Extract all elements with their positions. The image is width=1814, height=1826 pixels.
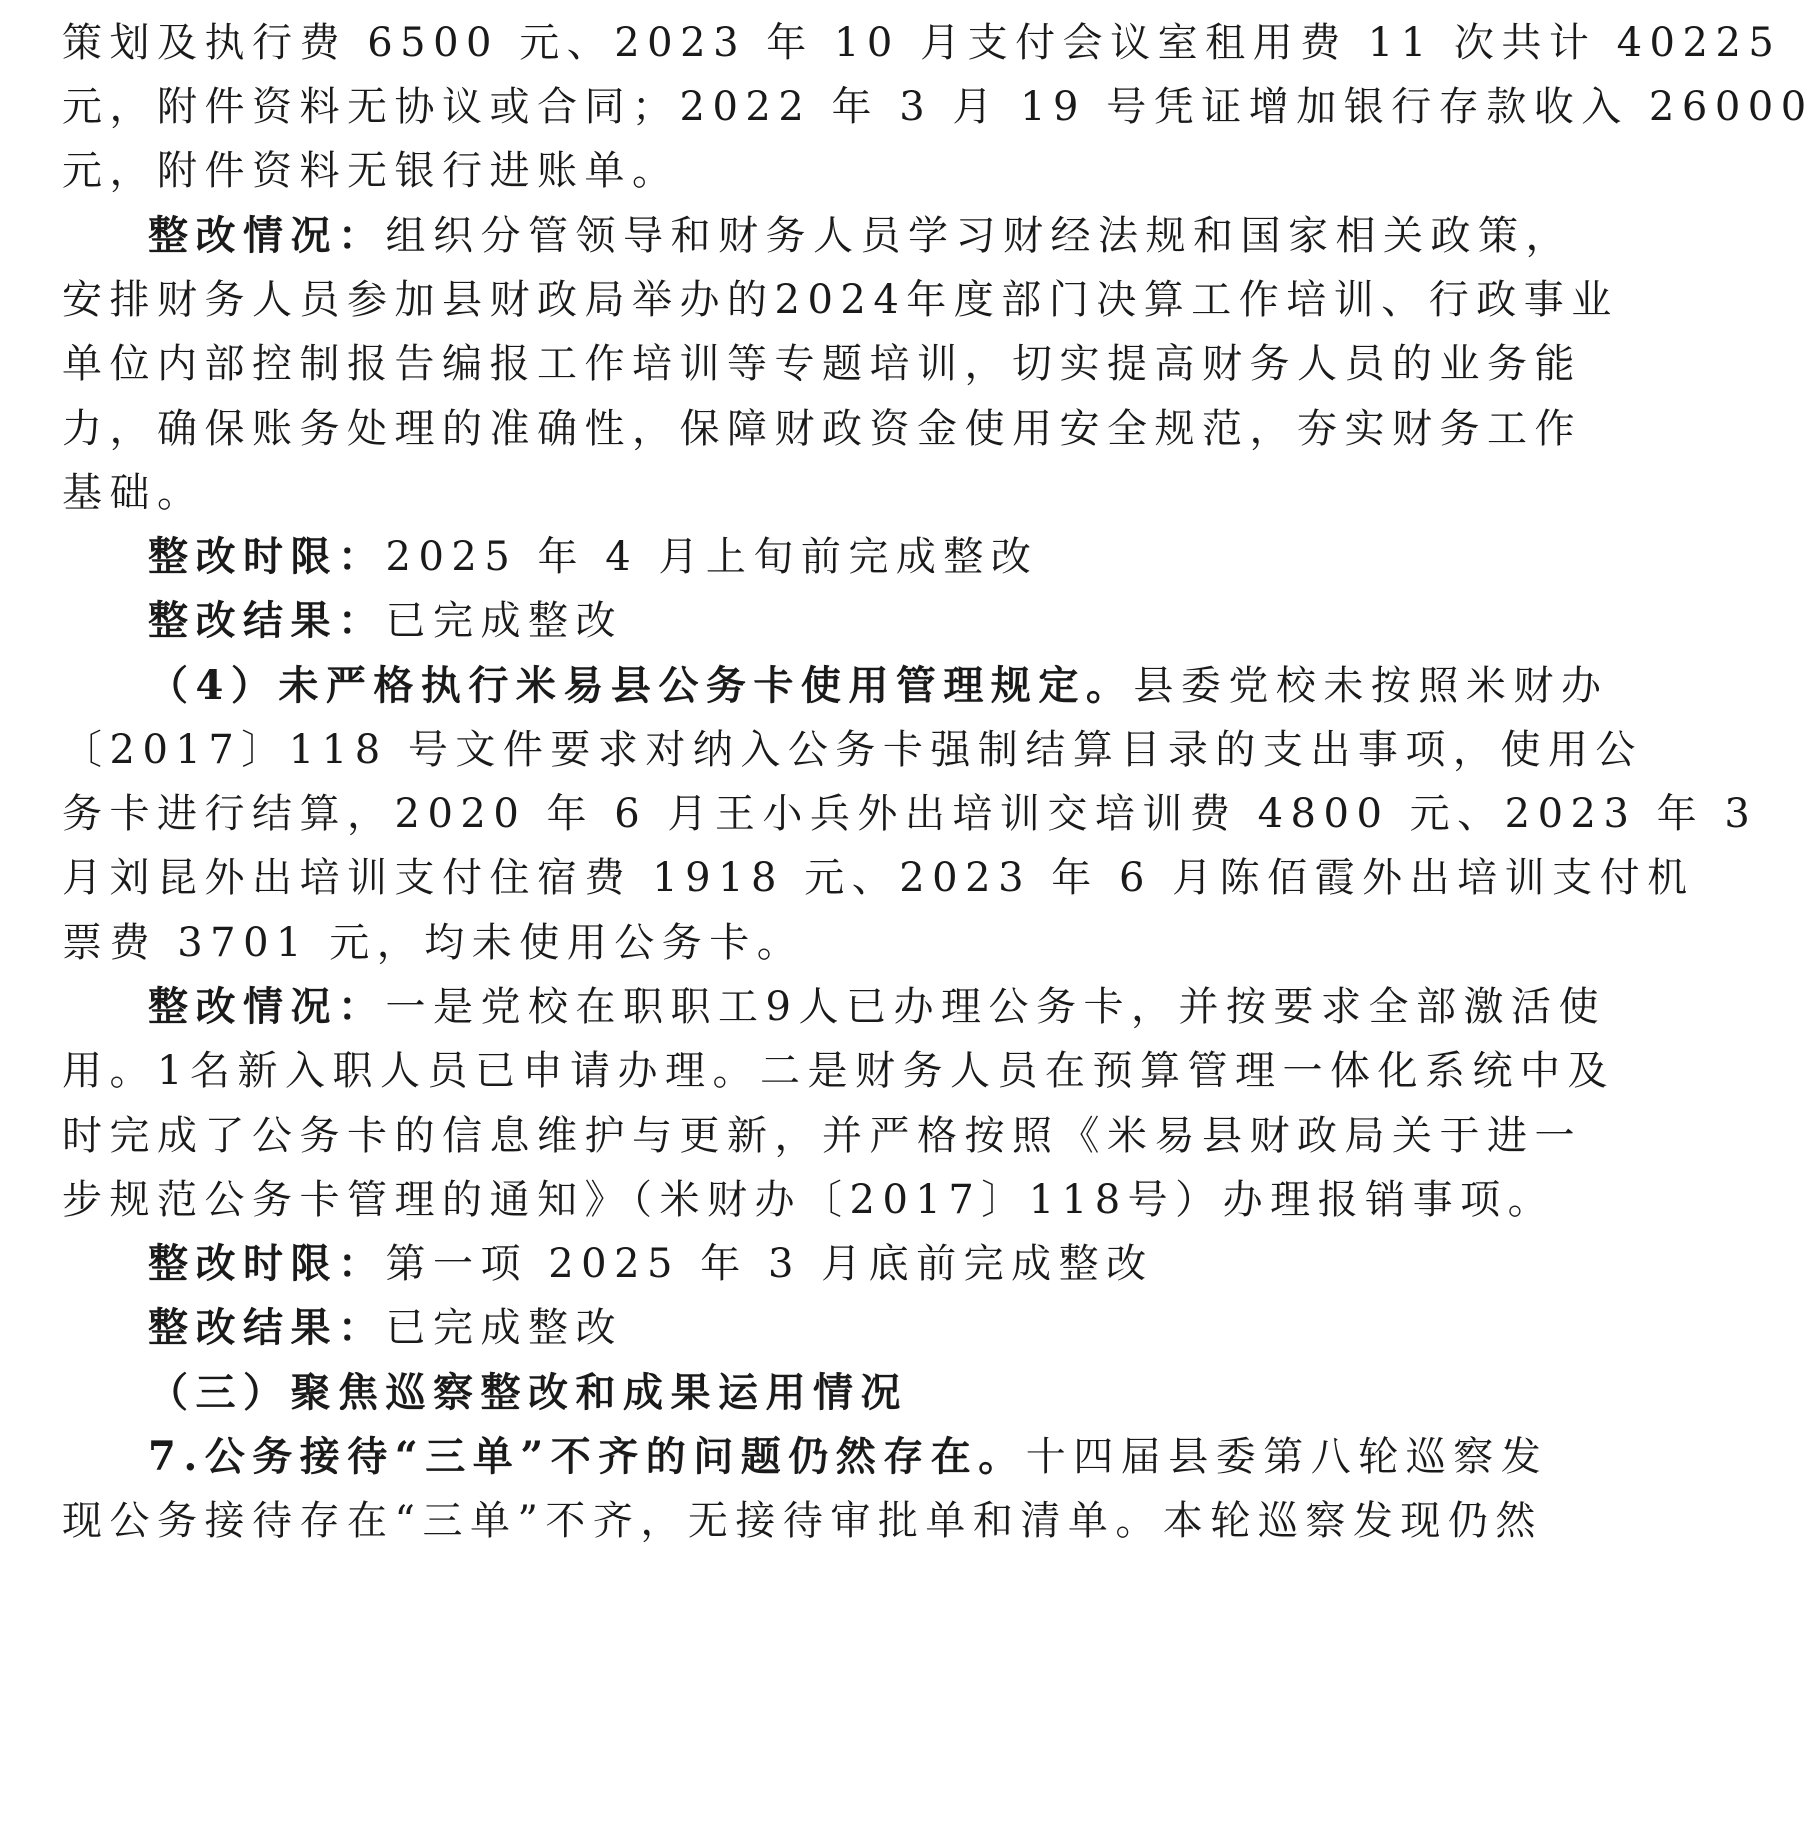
text-line: 策划及执行费 6500 元、2023 年 10 月支付会议室租用费 11 次共计 40225 xyxy=(62,20,1782,66)
result-text: 已完成整改 xyxy=(385,598,623,644)
result-line xyxy=(148,1293,1532,1363)
text-line: 单位内部控制报告编报工作培训等专题培训，切实提高财务人员的业务能 xyxy=(62,341,1582,387)
item-7-paragraph xyxy=(148,1422,1549,1492)
deadline-label: 整改时限： xyxy=(148,1240,386,1287)
text-line: 元，附件资料无银行进账单。 xyxy=(62,148,680,194)
item-4-paragraph xyxy=(148,651,1609,721)
result-label: 整改结果： xyxy=(148,1304,386,1351)
text-line: 票费 3701 元，均未使用公务卡。 xyxy=(62,920,805,966)
rectification-status-text: 组织分管领导和财务人员学习财经法规和国家相关政策， xyxy=(385,213,1573,259)
text-line: 步规范公务卡管理的通知》（米财办〔2017〕118号）办理报销事项。 xyxy=(62,1177,1556,1223)
text-line: 时完成了公务卡的信息维护与更新，并严格按照《米易县财政局关于进一 xyxy=(62,1113,1582,1159)
deadline-text: 2025 年 4 月上旬前完成整改 xyxy=(385,534,1039,580)
result-label: 整改结果： xyxy=(148,597,386,644)
text-line: 安排财务人员参加县财政局举办的2024年度部门决算工作培训、行政事业 xyxy=(62,277,1619,323)
rectification-status-paragraph xyxy=(148,201,1573,271)
text-line: 月刘昆外出培训支付住宿费 1918 元、2023 年 6 月陈佰霞外出培训支付机 xyxy=(62,855,1695,901)
item-4-text: 县委党校未按照米财办 xyxy=(1133,663,1609,709)
deadline-label: 整改时限： xyxy=(148,533,386,580)
deadline-text: 第一项 2025 年 3 月底前完成整改 xyxy=(385,1241,1154,1287)
text-line: 力，确保账务处理的准确性，保障财政资金使用安全规范，夯实财务工作 xyxy=(62,406,1582,452)
text-line: 〔2017〕118 号文件要求对纳入公务卡强制结算目录的支出事项，使用公 xyxy=(62,727,1643,773)
item-7-heading: 7.公务接待“三单”不齐的问题仍然存在。 xyxy=(148,1433,1026,1480)
text-line: 现公务接待存在“三单”不齐，无接待审批单和清单。本轮巡察发现仍然 xyxy=(62,1498,1543,1544)
item-4-heading: （4）未严格执行米易县公务卡使用管理规定。 xyxy=(148,662,1134,709)
rectification-status-text: 一是党校在职职工9人已办理公务卡，并按要求全部激活使 xyxy=(385,984,1606,1030)
result-line xyxy=(148,586,1532,656)
rectification-status-paragraph xyxy=(148,972,1606,1042)
item-7-text: 十四届县委第八轮巡察发 xyxy=(1025,1434,1549,1480)
deadline-line xyxy=(148,522,1532,592)
section-3-heading: （三）聚焦巡察整改和成果运用情况 xyxy=(148,1369,908,1416)
text-line: 用。1名新入职人员已申请办理。二是财务人员在预算管理一体化系统中及 xyxy=(62,1048,1615,1094)
deadline-line xyxy=(148,1229,1532,1299)
text-line: 务卡进行结算，2020 年 6 月王小兵外出培训交培训费 4800 元、2023 年 3 xyxy=(62,791,1758,837)
rectification-status-label: 整改情况： xyxy=(148,212,386,259)
text-line: 基础。 xyxy=(62,470,205,516)
rectification-status-label: 整改情况： xyxy=(148,983,386,1030)
text-line: 元，附件资料无协议或合同；2022 年 3 月 19 号凭证增加银行存款收入 26000 xyxy=(62,84,1814,130)
result-text: 已完成整改 xyxy=(385,1305,623,1351)
